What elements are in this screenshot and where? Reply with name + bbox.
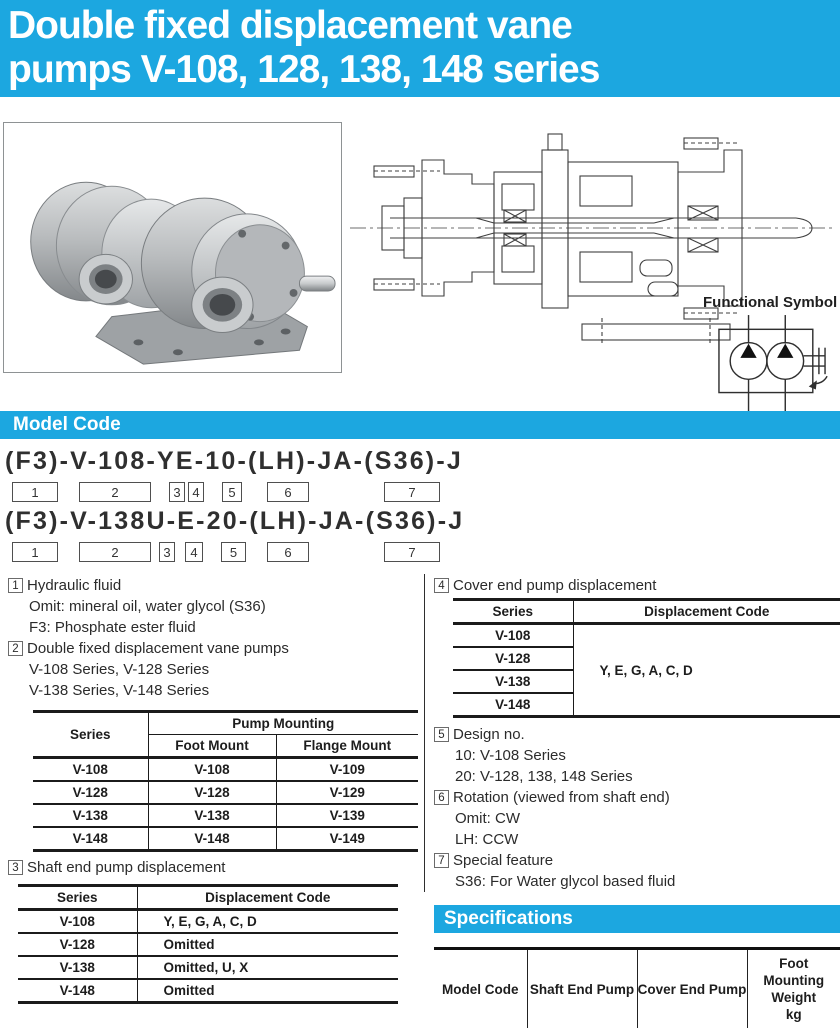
table-row [33, 804, 418, 827]
spec-col-weight-line2: Weight [748, 989, 840, 1006]
item-7-title: Special feature [453, 852, 553, 869]
column-group-header: Pump Mounting [148, 712, 418, 735]
cell: V-128 [18, 933, 137, 956]
table-header-row [434, 949, 840, 1028]
spec-col-foot-mounting-weight [747, 949, 840, 1028]
pump-photo-illustration [4, 123, 341, 372]
item-6-subline: Omit: CW [434, 808, 840, 829]
item-6 [434, 787, 840, 808]
page-title-bar [0, 0, 840, 97]
table-row [33, 758, 418, 782]
item-2-title: Double fixed displacement vane pumps [27, 640, 289, 657]
cell: Omitted, U, X [137, 956, 398, 979]
cell: V-108 [33, 758, 148, 782]
code-box-1: 1 [12, 542, 58, 562]
cell: Y, E, G, A, C, D [137, 910, 398, 934]
spec-col-cover-end-pump: Cover End Pump [637, 949, 747, 1028]
shaft-displacement-table [18, 884, 398, 1004]
table-row [453, 624, 840, 648]
code-box-3: 3 [169, 482, 185, 502]
model-code-boxes-row-2 [0, 542, 470, 563]
cover-displacement-table [453, 598, 840, 718]
table-row [18, 956, 398, 979]
cell: V-138 [148, 804, 276, 827]
table-row [33, 781, 418, 804]
item-1-subline: F3: Phosphate ester fluid [8, 617, 420, 638]
left-column [8, 575, 420, 1004]
spec-col-weight-line1: Foot Mounting [748, 955, 840, 989]
code-box-1: 1 [12, 482, 58, 502]
cell: V-108 [18, 910, 137, 934]
cross-section-drawing [344, 110, 838, 347]
functional-symbol-label: Functional Symbol [703, 294, 837, 311]
page-title-line1: Double fixed displacement vane [8, 4, 840, 48]
cell: V-138 [453, 670, 573, 693]
cell: V-129 [276, 781, 418, 804]
item-7-number-badge: 7 [434, 853, 449, 868]
item-1-subline: Omit: mineral oil, water glycol (S36) [8, 596, 420, 617]
specifications-table [434, 947, 840, 1028]
column-header: Foot Mount [148, 735, 276, 758]
specifications-section-bar [434, 905, 840, 933]
cell: V-128 [33, 781, 148, 804]
column-header: Displacement Code [137, 886, 398, 910]
item-1-title: Hydraulic fluid [27, 577, 121, 594]
code-box-5: 5 [222, 482, 242, 502]
item-2-subline: V-108 Series, V-128 Series [8, 659, 420, 680]
code-box-2: 2 [79, 542, 151, 562]
cell: V-109 [276, 758, 418, 782]
item-2 [8, 638, 420, 659]
item-5 [434, 724, 840, 745]
page-title-line2: pumps V-108, 128, 138, 148 series [8, 48, 840, 92]
item-7-subline: S36: For Water glycol based fluid [434, 871, 840, 892]
item-2-number-badge: 2 [8, 641, 23, 656]
cell: V-148 [33, 827, 148, 851]
cell: V-148 [453, 693, 573, 717]
item-5-subline: 20: V-128, 138, 148 Series [434, 766, 840, 787]
code-box-5: 5 [221, 542, 246, 562]
code-box-4: 4 [185, 542, 203, 562]
model-code-line-2: (F3)-V-138U-E-20-(LH)-JA-(S36)-J [5, 507, 464, 536]
item-5-subline: 10: V-108 Series [434, 745, 840, 766]
cell: V-108 [453, 624, 573, 648]
item-6-title: Rotation (viewed from shaft end) [453, 789, 670, 806]
item-3-title: Shaft end pump displacement [27, 859, 225, 876]
item-5-title: Design no. [453, 726, 525, 743]
column-header: Series [453, 600, 573, 624]
item-1 [8, 575, 420, 596]
cell: Omitted [137, 933, 398, 956]
spec-col-weight-line3: kg [748, 1006, 840, 1023]
code-box-2: 2 [79, 482, 151, 502]
cell: V-139 [276, 804, 418, 827]
table-row [18, 910, 398, 934]
column-header: Flange Mount [276, 735, 418, 758]
item-7 [434, 850, 840, 871]
model-code-line-1: (F3)-V-108-YE-10-(LH)-JA-(S36)-J [5, 447, 463, 476]
item-6-subline: LH: CCW [434, 829, 840, 850]
item-2-subline: V-138 Series, V-148 Series [8, 680, 420, 701]
cell: V-138 [18, 956, 137, 979]
code-box-3: 3 [159, 542, 175, 562]
cell: Omitted [137, 979, 398, 1003]
cell: V-149 [276, 827, 418, 851]
right-column [434, 575, 840, 892]
cell: V-128 [148, 781, 276, 804]
item-3 [8, 857, 420, 878]
item-4 [434, 575, 840, 596]
column-header: Series [33, 712, 148, 758]
code-box-7: 7 [384, 542, 440, 562]
column-header: Displacement Code [573, 600, 840, 624]
table-row [18, 933, 398, 956]
column-divider [424, 574, 425, 892]
table-row [18, 979, 398, 1003]
item-1-number-badge: 1 [8, 578, 23, 593]
table-row [33, 827, 418, 851]
model-code-section-title: Model Code [13, 414, 121, 436]
cell: V-148 [18, 979, 137, 1003]
code-box-6: 6 [267, 482, 309, 502]
specifications-section-title: Specifications [444, 908, 573, 930]
item-5-number-badge: 5 [434, 727, 449, 742]
column-header: Series [18, 886, 137, 910]
item-6-number-badge: 6 [434, 790, 449, 805]
item-4-title: Cover end pump displacement [453, 577, 656, 594]
cell: V-128 [453, 647, 573, 670]
spec-col-model-code: Model Code [434, 949, 527, 1028]
model-code-boxes-row-1 [0, 482, 470, 503]
item-3-number-badge: 3 [8, 860, 23, 875]
code-box-6: 6 [267, 542, 309, 562]
cell: V-138 [33, 804, 148, 827]
spec-col-shaft-end-pump: Shaft End Pump [527, 949, 637, 1028]
code-box-7: 7 [384, 482, 440, 502]
item-4-number-badge: 4 [434, 578, 449, 593]
merged-cell: Y, E, G, A, C, D [573, 624, 840, 717]
cell: V-108 [148, 758, 276, 782]
cell: V-148 [148, 827, 276, 851]
model-code-section-bar [0, 411, 840, 439]
functional-symbol-diagram [710, 313, 834, 415]
product-photo-box [3, 122, 342, 373]
code-box-4: 4 [188, 482, 204, 502]
pump-mounting-table [33, 710, 418, 852]
